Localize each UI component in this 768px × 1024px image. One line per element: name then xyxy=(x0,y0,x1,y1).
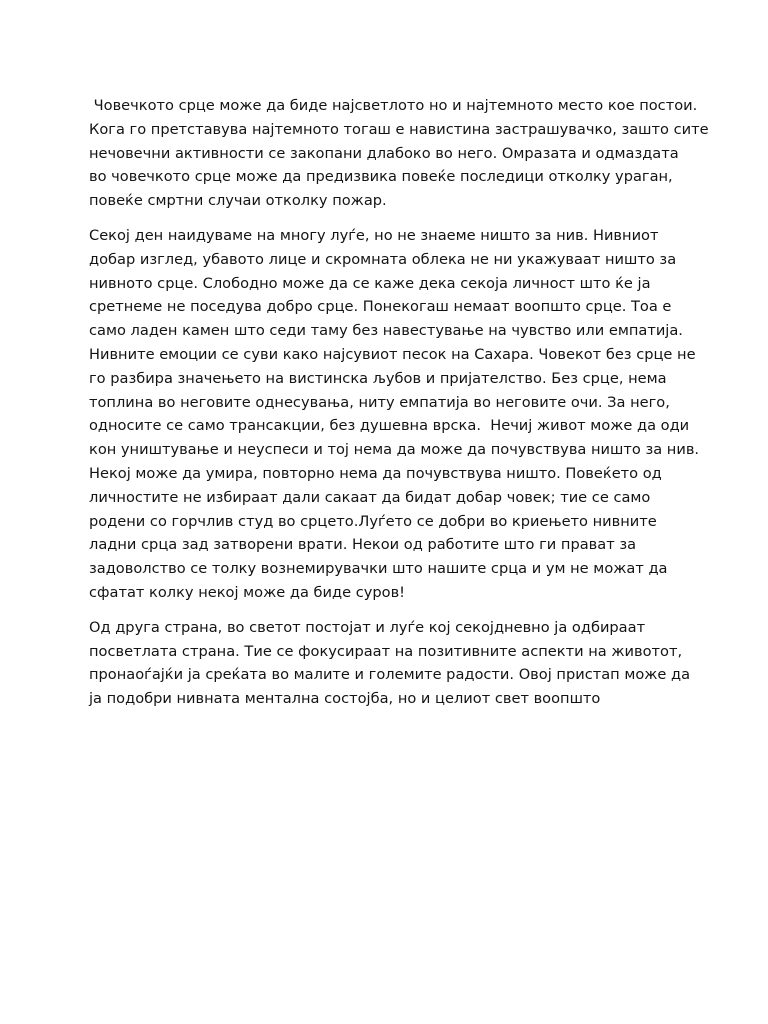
text-line: сретнеме не поседува добро срце. Понекогаш немаат воопшто срце. Тоа е xyxy=(89,298,672,316)
text-line: во човечкото срце може да предизвика повеќе последици отколку ураган, xyxy=(89,168,673,186)
text-line: кон уништување и неуспеси и тој нема да може да почувствува ништо за нив. xyxy=(89,441,700,459)
text-line: родени со горчлив студ во срцето.Луѓето се добри во криењето нивните xyxy=(89,512,657,530)
text-line: Од друга страна, во светот постојат и луѓе кој секојдневно ја одбираат xyxy=(89,618,646,636)
text-line: топлина во неговите однесувања, ниту емпатија во неговите очи. За него, xyxy=(89,393,670,411)
text-line: Секој ден наидуваме на многу луѓе, но не знаеме ништо за нив. Нивниот xyxy=(89,226,659,244)
text-line: нивното срце. Слободно може да се каже дека секоја личност што ќе ја xyxy=(89,274,651,292)
text-line: нечовечни активности се закопани длабоко во него. Омразата и одмаздата xyxy=(89,144,679,162)
text-line: само ладен камен што седи таму без навестување на чувство или емпатија. xyxy=(89,322,683,340)
text-line: повеќе смртни случаи отколку пожар. xyxy=(89,192,387,210)
text-line: сфатат колку некој може да биде суров! xyxy=(89,583,406,601)
text-line: ладни срца зад затворени врати. Некои од работите што ги прават за xyxy=(89,536,637,554)
text-line: Нивните емоции се суви како најсувиот песок на Сахара. Човекот без срце не xyxy=(89,345,696,363)
text-line: посветлата страна. Тие се фокусираат на позитивните аспекти на животот, xyxy=(89,642,683,660)
text-line: ја подобри нивната ментална состојба, но и целиот свет воопшто xyxy=(89,690,601,708)
text-line: пронаоѓајќи ја среќата во малите и големите радости. Овој пристап може да xyxy=(89,666,691,684)
text-line: односите се само трансакции, без душевна врска. Нечиј живот може да оди xyxy=(89,417,690,435)
text-line: задоволство се толку вознемирувачки што нашите срца и ум не можат да xyxy=(89,560,668,578)
text-line: Некој може да умира, повторно нема да почувствува ништо. Повеќето од xyxy=(89,464,662,482)
text-line: Човечкото срце може да биде најсветлото но и најтемното место кое постои. xyxy=(89,97,698,114)
paragraph-3 xyxy=(89,616,729,711)
text-line: личностите не избираат дали сакаат да бидат добар човек; тие се само xyxy=(89,488,651,506)
text-line: Кога го претставува најтемното тогаш е навистина застрашувачко, зашто сите xyxy=(89,120,709,138)
paragraph-2 xyxy=(89,224,729,605)
paragraph-1 xyxy=(89,94,729,213)
text-line: добар изглед, убавото лице и скромната облека не ни укажуваат ништо за xyxy=(89,250,677,268)
document-body xyxy=(89,94,729,722)
text-line: го разбира значењето на вистинска љубов и пријателство. Без срце, нема xyxy=(89,369,667,387)
